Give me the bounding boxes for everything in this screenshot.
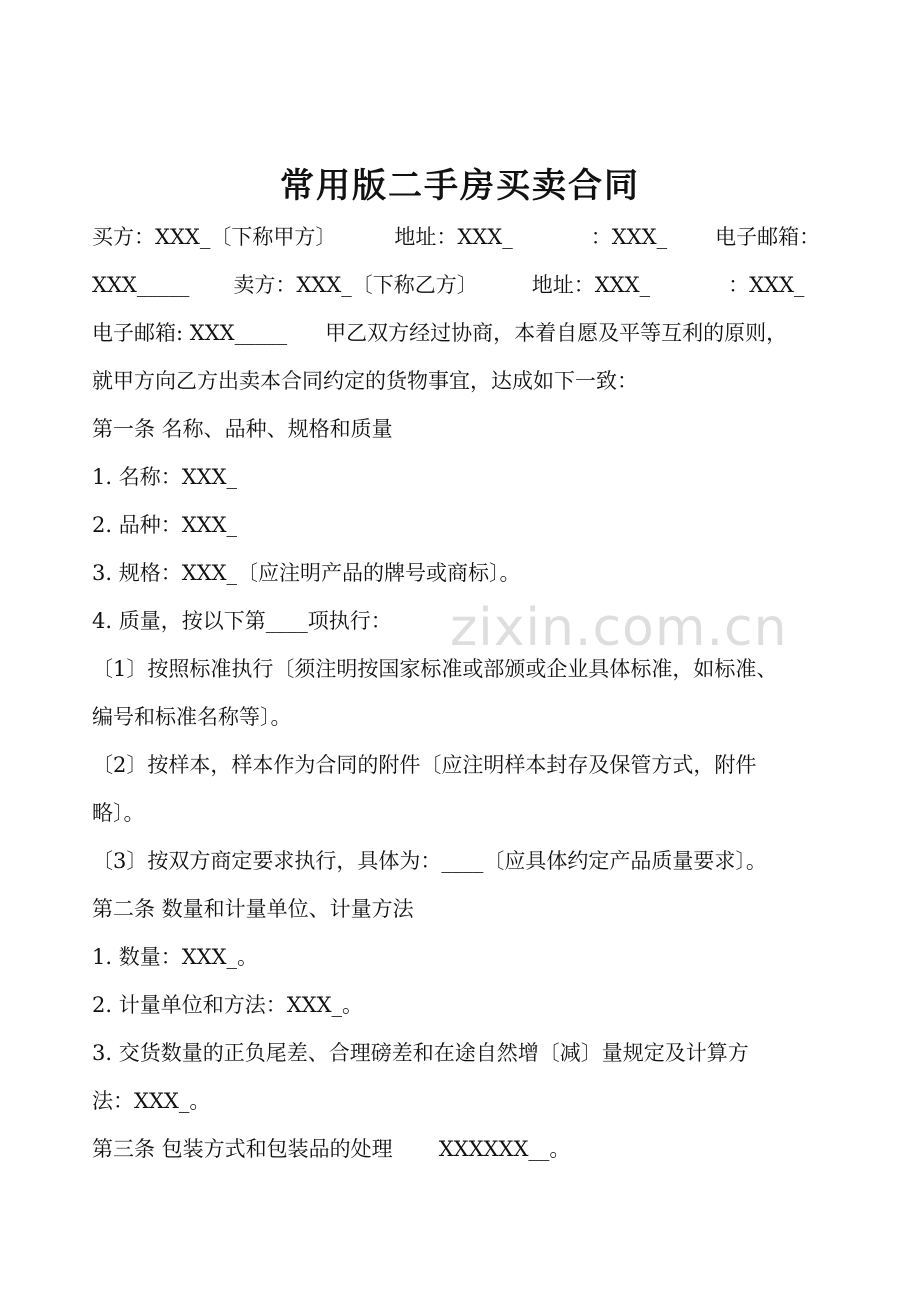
seller-info-line (92, 261, 832, 309)
buyer-name: 买方：XXX_〔下称甲方〕 (92, 225, 337, 249)
article-1-item-2: 2. 品种：XXX_ (92, 513, 238, 537)
article-3-heading (92, 1125, 832, 1173)
watermark: zixin.com.cn (450, 598, 788, 658)
document-title: 常用版二手房买卖合同 (280, 166, 640, 206)
quality-option-1: 〔1〕按照标准执行〔须注明按国家标准或部颁或企业具体标准，如标准、 (92, 657, 778, 681)
seller-address: 地址：XXX_ (531, 273, 651, 297)
quality-option-3: 〔3〕按双方商定要求执行，具体为：____〔应具体约定产品质量要求〕。 (92, 849, 767, 873)
buyer-email-value: XXX_____ (92, 273, 190, 297)
article-2-item-3: 3. 交货数量的正负尾差、合理磅差和在途自然增〔减〕量规定及计算方 (92, 1041, 749, 1065)
quality-option-2-cont: 略〕。 (92, 801, 145, 825)
article-1-item-4: 4. 质量，按以下第____项执行： (92, 609, 392, 633)
article-1-item-1: 1. 名称：XXX_ (92, 465, 238, 489)
article-2-item-2: 2. 计量单位和方法：XXX_。 (92, 993, 364, 1017)
preamble-text: 甲乙双方经过协商，本着自愿及平等互利的原则， (325, 321, 788, 345)
article-1-heading: 第一条 名称、品种、规格和质量 (92, 417, 393, 441)
seller-email: 电子邮箱: XXX_____ (92, 321, 288, 345)
buyer-email-label: 电子邮箱： (715, 225, 821, 249)
quality-option-2: 〔2〕按样本，样本作为合同的附件〔应注明样本封存及保管方式，附件 (92, 753, 757, 777)
preamble-line-2: 就甲方向乙方出卖本合同约定的货物事宜，达成如下一致： (92, 369, 638, 393)
article-2-heading: 第二条 数量和计量单位、计量方法 (92, 897, 414, 921)
contract-body (92, 213, 832, 1173)
seller-phone: ：XXX_ (728, 273, 805, 297)
seller-email-line (92, 309, 832, 357)
quality-option-1-cont: 编号和标准名称等〕。 (92, 705, 292, 729)
article-3-title: 第三条 包装方式和包装品的处理 (92, 1137, 393, 1161)
seller-name: 卖方：XXX_〔下称乙方〕 (233, 273, 478, 297)
article-1-item-3: 3. 规格：XXX_〔应注明产品的牌号或商标〕。 (92, 561, 521, 585)
article-3-value: XXXXXX__。 (438, 1137, 571, 1161)
buyer-info-line (92, 213, 832, 261)
article-2-item-1: 1. 数量：XXX_。 (92, 945, 259, 969)
article-2-item-3-cont: 法：XXX_。 (92, 1089, 211, 1113)
buyer-phone: ：XXX_ (590, 225, 668, 249)
buyer-address: 地址：XXX_ (394, 225, 513, 249)
